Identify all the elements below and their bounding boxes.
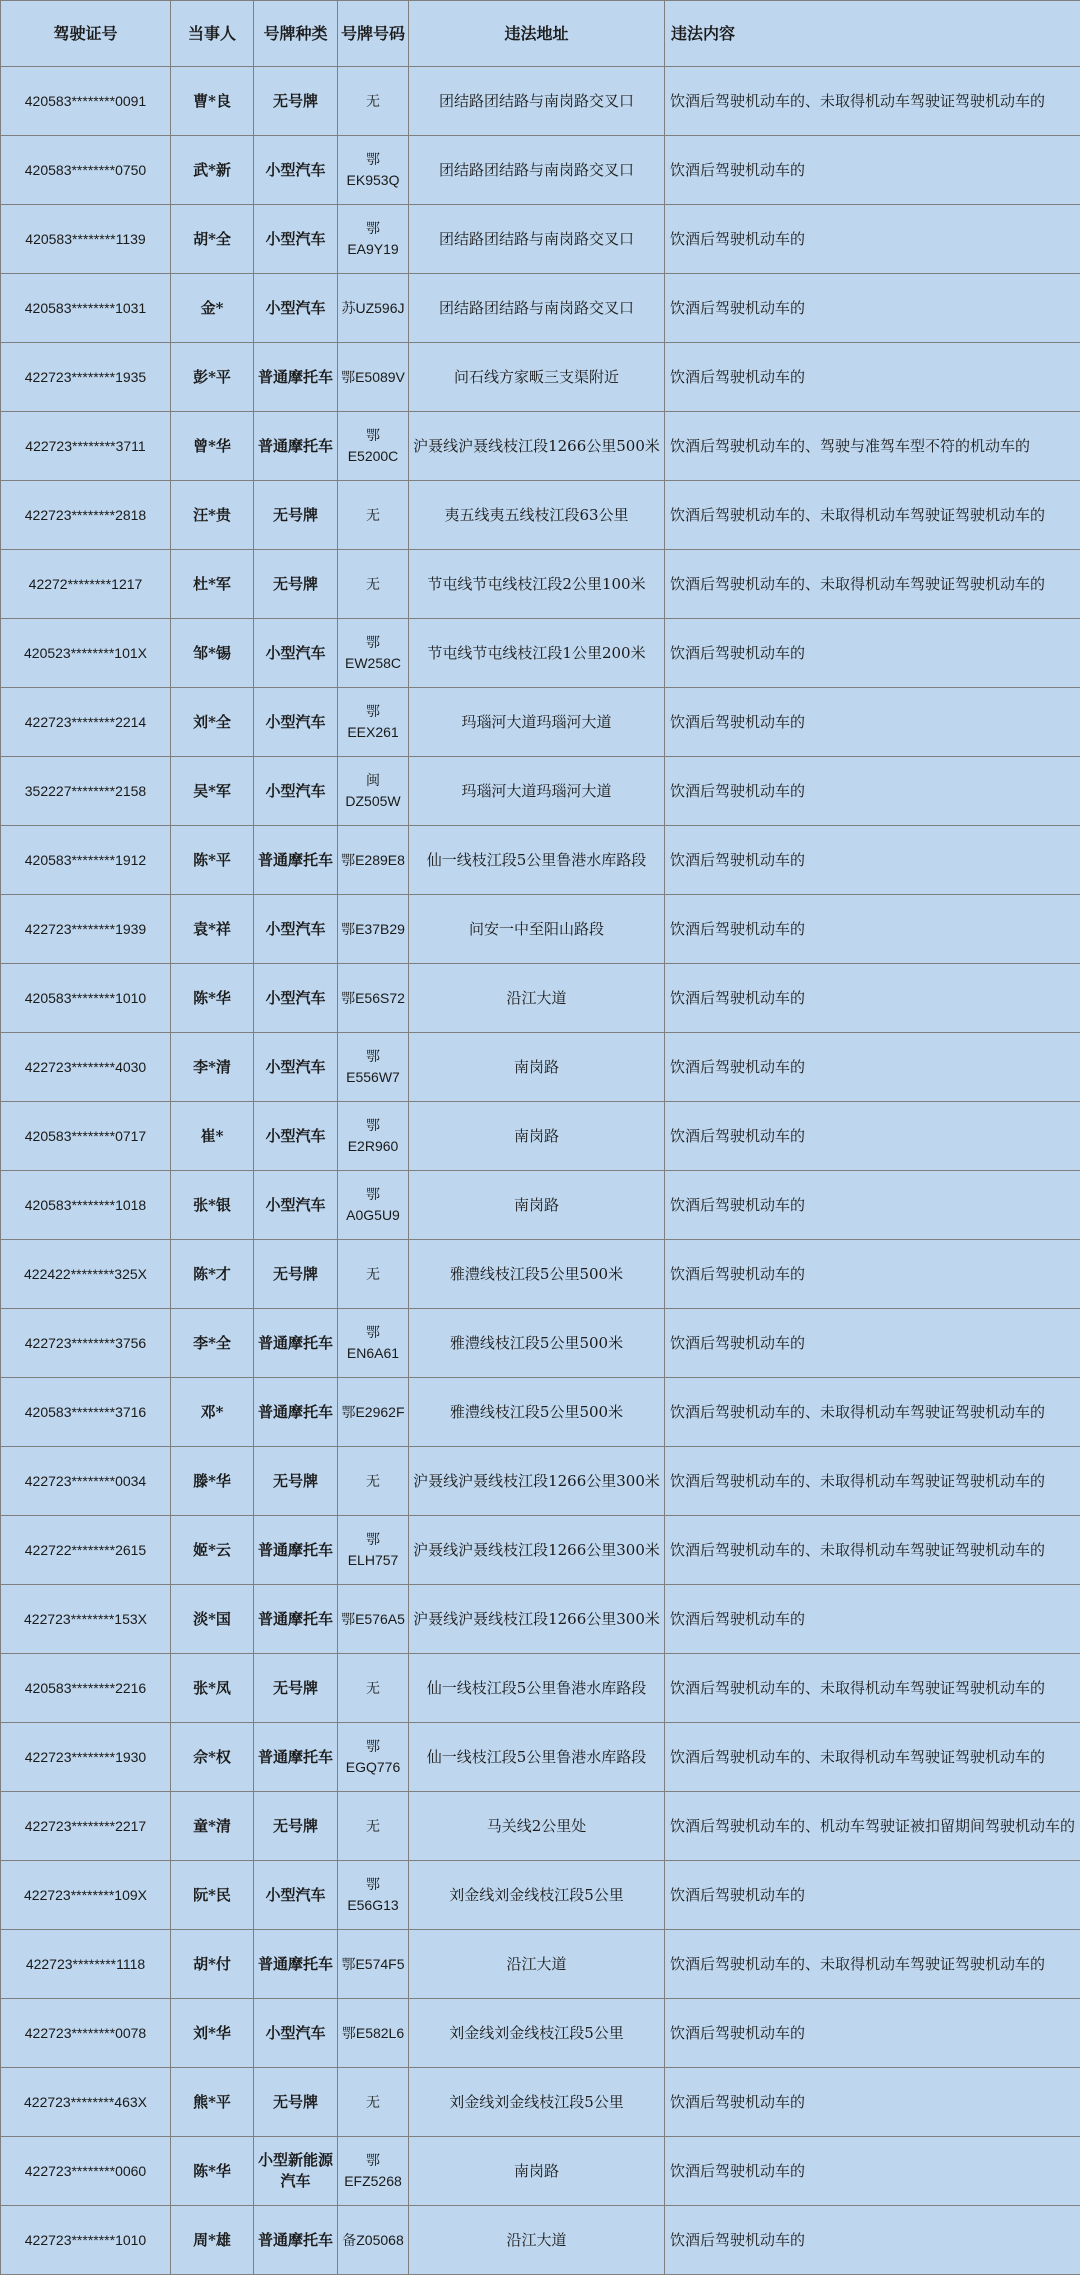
plate-number-cell: 鄂E56S72 <box>338 964 409 1033</box>
table-row <box>1 2206 1080 2275</box>
table-row <box>1 2137 1080 2206</box>
party-name-cell: 李*全 <box>171 1309 254 1378</box>
plate-number-cell: 鄂E556W7 <box>338 1033 409 1102</box>
plate-number-cell: 鄂EGQ776 <box>338 1723 409 1792</box>
plate-type-cell: 小型汽车 <box>254 1033 338 1102</box>
plate-type-cell: 无号牌 <box>254 550 338 619</box>
header-plate-type: 号牌种类 <box>254 1 338 67</box>
license-number-cell: 420583********0717 <box>1 1102 171 1171</box>
violation-address-cell: 南岗路 <box>409 2137 665 2206</box>
violation-content-cell: 饮酒后驾驶机动车的 <box>665 2137 1080 2206</box>
table-row <box>1 2068 1080 2137</box>
plate-number-cell: 无 <box>338 1792 409 1861</box>
violation-content-cell: 饮酒后驾驶机动车的 <box>665 1999 1080 2068</box>
violation-content-cell: 饮酒后驾驶机动车的、未取得机动车驾驶证驾驶机动车的 <box>665 550 1080 619</box>
table-row <box>1 1516 1080 1585</box>
violation-address-cell: 团结路团结路与南岗路交叉口 <box>409 205 665 274</box>
plate-number-cell: 鄂E582L6 <box>338 1999 409 2068</box>
party-name-cell: 袁*祥 <box>171 895 254 964</box>
violation-address-cell: 沪聂线沪聂线枝江段1266公里300米 <box>409 1447 665 1516</box>
party-name-cell: 李*清 <box>171 1033 254 1102</box>
violation-address-cell: 沿江大道 <box>409 2206 665 2275</box>
table-row <box>1 1792 1080 1861</box>
table-row <box>1 964 1080 1033</box>
table-row <box>1 1102 1080 1171</box>
plate-type-cell: 普通摩托车 <box>254 826 338 895</box>
license-number-cell: 422723********1935 <box>1 343 171 412</box>
table-row <box>1 1930 1080 1999</box>
license-number-cell: 422723********1939 <box>1 895 171 964</box>
license-number-cell: 422723********2818 <box>1 481 171 550</box>
violation-content-cell: 饮酒后驾驶机动车的 <box>665 1309 1080 1378</box>
table-row <box>1 895 1080 964</box>
plate-type-cell: 普通摩托车 <box>254 343 338 412</box>
party-name-cell: 邓* <box>171 1378 254 1447</box>
party-name-cell: 姬*云 <box>171 1516 254 1585</box>
violation-address-cell: 团结路团结路与南岗路交叉口 <box>409 136 665 205</box>
table-row <box>1 1447 1080 1516</box>
plate-number-cell: 鄂E56G13 <box>338 1861 409 1930</box>
license-number-cell: 420583********3716 <box>1 1378 171 1447</box>
violation-content-cell: 饮酒后驾驶机动车的、驾驶与准驾车型不符的机动车的 <box>665 412 1080 481</box>
violation-address-cell: 南岗路 <box>409 1171 665 1240</box>
plate-number-cell: 无 <box>338 1447 409 1516</box>
table-row <box>1 1723 1080 1792</box>
violation-address-cell: 沪聂线沪聂线枝江段1266公里300米 <box>409 1516 665 1585</box>
violation-address-cell: 团结路团结路与南岗路交叉口 <box>409 274 665 343</box>
party-name-cell: 陈*平 <box>171 826 254 895</box>
license-number-cell: 422722********2615 <box>1 1516 171 1585</box>
plate-number-cell: 鄂EEX261 <box>338 688 409 757</box>
plate-type-cell: 普通摩托车 <box>254 1585 338 1654</box>
party-name-cell: 陈*华 <box>171 2137 254 2206</box>
plate-type-cell: 小型新能源汽车 <box>254 2137 338 2206</box>
plate-type-cell: 无号牌 <box>254 1447 338 1516</box>
table-row <box>1 205 1080 274</box>
plate-type-cell: 无号牌 <box>254 67 338 136</box>
party-name-cell: 胡*全 <box>171 205 254 274</box>
violation-content-cell: 饮酒后驾驶机动车的、未取得机动车驾驶证驾驶机动车的 <box>665 1378 1080 1447</box>
plate-type-cell: 小型汽车 <box>254 1861 338 1930</box>
table-row <box>1 1171 1080 1240</box>
license-number-cell: 422723********0060 <box>1 2137 171 2206</box>
plate-type-cell: 小型汽车 <box>254 1102 338 1171</box>
violation-content-cell: 饮酒后驾驶机动车的 <box>665 1171 1080 1240</box>
plate-number-cell: 无 <box>338 67 409 136</box>
plate-type-cell: 小型汽车 <box>254 619 338 688</box>
violation-content-cell: 饮酒后驾驶机动车的、未取得机动车驾驶证驾驶机动车的 <box>665 1654 1080 1723</box>
plate-number-cell: 无 <box>338 550 409 619</box>
violation-address-cell: 沪聂线沪聂线枝江段1266公里300米 <box>409 1585 665 1654</box>
license-number-cell: 420583********0750 <box>1 136 171 205</box>
header-row <box>1 1 1080 67</box>
party-name-cell: 刘*全 <box>171 688 254 757</box>
plate-type-cell: 小型汽车 <box>254 1999 338 2068</box>
plate-number-cell: 鄂E5200C <box>338 412 409 481</box>
license-number-cell: 420583********1018 <box>1 1171 171 1240</box>
license-number-cell: 420583********1010 <box>1 964 171 1033</box>
license-number-cell: 422723********3756 <box>1 1309 171 1378</box>
violation-content-cell: 饮酒后驾驶机动车的 <box>665 205 1080 274</box>
party-name-cell: 滕*华 <box>171 1447 254 1516</box>
plate-type-cell: 无号牌 <box>254 1792 338 1861</box>
table-row <box>1 688 1080 757</box>
party-name-cell: 阮*民 <box>171 1861 254 1930</box>
plate-number-cell: 鄂E289E8 <box>338 826 409 895</box>
license-number-cell: 422723********153X <box>1 1585 171 1654</box>
table-row <box>1 1585 1080 1654</box>
violation-address-cell: 雅澧线枝江段5公里500米 <box>409 1240 665 1309</box>
violation-content-cell: 饮酒后驾驶机动车的 <box>665 2206 1080 2275</box>
plate-type-cell: 普通摩托车 <box>254 1723 338 1792</box>
violation-content-cell: 饮酒后驾驶机动车的、未取得机动车驾驶证驾驶机动车的 <box>665 67 1080 136</box>
table-row <box>1 343 1080 412</box>
table-row <box>1 1654 1080 1723</box>
license-number-cell: 422723********463X <box>1 2068 171 2137</box>
violation-content-cell: 饮酒后驾驶机动车的 <box>665 1240 1080 1309</box>
license-number-cell: 420523********101X <box>1 619 171 688</box>
plate-number-cell: 鄂ELH757 <box>338 1516 409 1585</box>
plate-type-cell: 小型汽车 <box>254 205 338 274</box>
violation-address-cell: 玛瑙河大道玛瑙河大道 <box>409 688 665 757</box>
violation-content-cell: 饮酒后驾驶机动车的、未取得机动车驾驶证驾驶机动车的 <box>665 1930 1080 1999</box>
plate-number-cell: 鄂E5089V <box>338 343 409 412</box>
party-name-cell: 刘*华 <box>171 1999 254 2068</box>
table-row <box>1 1378 1080 1447</box>
plate-type-cell: 小型汽车 <box>254 895 338 964</box>
violation-content-cell: 饮酒后驾驶机动车的 <box>665 1585 1080 1654</box>
license-number-cell: 420583********1031 <box>1 274 171 343</box>
table-row <box>1 826 1080 895</box>
plate-type-cell: 小型汽车 <box>254 688 338 757</box>
violation-address-cell: 刘金线刘金线枝江段5公里 <box>409 1861 665 1930</box>
party-name-cell: 淡*国 <box>171 1585 254 1654</box>
plate-number-cell: 鄂E2R960 <box>338 1102 409 1171</box>
party-name-cell: 胡*付 <box>171 1930 254 1999</box>
table-row <box>1 1861 1080 1930</box>
license-number-cell: 422723********0034 <box>1 1447 171 1516</box>
violation-content-cell: 饮酒后驾驶机动车的 <box>665 343 1080 412</box>
plate-number-cell: 闽DZ505W <box>338 757 409 826</box>
violation-content-cell: 饮酒后驾驶机动车的 <box>665 826 1080 895</box>
plate-type-cell: 小型汽车 <box>254 1171 338 1240</box>
plate-number-cell: 苏UZ596J <box>338 274 409 343</box>
plate-number-cell: 鄂EK953Q <box>338 136 409 205</box>
license-number-cell: 352227********2158 <box>1 757 171 826</box>
party-name-cell: 陈*才 <box>171 1240 254 1309</box>
violation-address-cell: 团结路团结路与南岗路交叉口 <box>409 67 665 136</box>
party-name-cell: 张*凤 <box>171 1654 254 1723</box>
party-name-cell: 曾*华 <box>171 412 254 481</box>
violation-address-cell: 马关线2公里处 <box>409 1792 665 1861</box>
party-name-cell: 张*银 <box>171 1171 254 1240</box>
party-name-cell: 崔* <box>171 1102 254 1171</box>
violation-content-cell: 饮酒后驾驶机动车的、未取得机动车驾驶证驾驶机动车的 <box>665 1516 1080 1585</box>
plate-type-cell: 普通摩托车 <box>254 1378 338 1447</box>
table-row <box>1 136 1080 205</box>
violation-address-cell: 玛瑙河大道玛瑙河大道 <box>409 757 665 826</box>
party-name-cell: 金* <box>171 274 254 343</box>
table-row <box>1 757 1080 826</box>
plate-number-cell: 鄂E2962F <box>338 1378 409 1447</box>
violation-content-cell: 饮酒后驾驶机动车的 <box>665 895 1080 964</box>
plate-type-cell: 小型汽车 <box>254 964 338 1033</box>
plate-type-cell: 无号牌 <box>254 1240 338 1309</box>
violation-address-cell: 沪聂线沪聂线枝江段1266公里500米 <box>409 412 665 481</box>
violation-address-cell: 仙一线枝江段5公里鲁港水库路段 <box>409 1654 665 1723</box>
violation-address-cell: 仙一线枝江段5公里鲁港水库路段 <box>409 1723 665 1792</box>
plate-type-cell: 普通摩托车 <box>254 2206 338 2275</box>
header-party: 当事人 <box>171 1 254 67</box>
party-name-cell: 汪*贵 <box>171 481 254 550</box>
plate-type-cell: 普通摩托车 <box>254 1516 338 1585</box>
violation-address-cell: 节屯线节屯线枝江段2公里100米 <box>409 550 665 619</box>
party-name-cell: 童*清 <box>171 1792 254 1861</box>
plate-type-cell: 普通摩托车 <box>254 1930 338 1999</box>
violation-address-cell: 沿江大道 <box>409 1930 665 1999</box>
party-name-cell: 邹*锡 <box>171 619 254 688</box>
violation-content-cell: 饮酒后驾驶机动车的 <box>665 964 1080 1033</box>
violation-address-cell: 南岗路 <box>409 1102 665 1171</box>
plate-type-cell: 无号牌 <box>254 1654 338 1723</box>
plate-type-cell: 普通摩托车 <box>254 412 338 481</box>
party-name-cell: 杜*军 <box>171 550 254 619</box>
license-number-cell: 422723********109X <box>1 1861 171 1930</box>
violation-address-cell: 问石线方家畈三支渠附近 <box>409 343 665 412</box>
violation-address-cell: 夷五线夷五线枝江段63公里 <box>409 481 665 550</box>
plate-number-cell: 无 <box>338 2068 409 2137</box>
header-violation-address: 违法地址 <box>409 1 665 67</box>
violation-address-cell: 仙一线枝江段5公里鲁港水库路段 <box>409 826 665 895</box>
table-row <box>1 481 1080 550</box>
plate-number-cell: 无 <box>338 1654 409 1723</box>
party-name-cell: 熊*平 <box>171 2068 254 2137</box>
license-number-cell: 422723********1930 <box>1 1723 171 1792</box>
violation-content-cell: 饮酒后驾驶机动车的 <box>665 274 1080 343</box>
violation-content-cell: 饮酒后驾驶机动车的、机动车驾驶证被扣留期间驾驶机动车的 <box>665 1792 1080 1861</box>
license-number-cell: 422723********1010 <box>1 2206 171 2275</box>
violation-content-cell: 饮酒后驾驶机动车的、未取得机动车驾驶证驾驶机动车的 <box>665 1447 1080 1516</box>
party-name-cell: 陈*华 <box>171 964 254 1033</box>
violation-content-cell: 饮酒后驾驶机动车的 <box>665 1102 1080 1171</box>
violation-content-cell: 饮酒后驾驶机动车的 <box>665 1033 1080 1102</box>
plate-type-cell: 无号牌 <box>254 2068 338 2137</box>
license-number-cell: 420583********1912 <box>1 826 171 895</box>
violation-content-cell: 饮酒后驾驶机动车的 <box>665 1861 1080 1930</box>
license-number-cell: 42272********1217 <box>1 550 171 619</box>
license-number-cell: 422723********4030 <box>1 1033 171 1102</box>
violation-address-cell: 节屯线节屯线枝江段1公里200米 <box>409 619 665 688</box>
plate-type-cell: 小型汽车 <box>254 757 338 826</box>
violation-address-cell: 刘金线刘金线枝江段5公里 <box>409 2068 665 2137</box>
table-row <box>1 274 1080 343</box>
table-row <box>1 1240 1080 1309</box>
plate-number-cell: 鄂EW258C <box>338 619 409 688</box>
table-row <box>1 619 1080 688</box>
license-number-cell: 420583********2216 <box>1 1654 171 1723</box>
plate-number-cell: 鄂EA9Y19 <box>338 205 409 274</box>
party-name-cell: 周*雄 <box>171 2206 254 2275</box>
license-number-cell: 422723********2217 <box>1 1792 171 1861</box>
violation-content-cell: 饮酒后驾驶机动车的、未取得机动车驾驶证驾驶机动车的 <box>665 1723 1080 1792</box>
table-body <box>1 67 1080 2275</box>
violation-content-cell: 饮酒后驾驶机动车的、未取得机动车驾驶证驾驶机动车的 <box>665 481 1080 550</box>
plate-number-cell: 鄂EN6A61 <box>338 1309 409 1378</box>
party-name-cell: 曹*良 <box>171 67 254 136</box>
party-name-cell: 佘*权 <box>171 1723 254 1792</box>
license-number-cell: 422723********1118 <box>1 1930 171 1999</box>
license-number-cell: 422723********2214 <box>1 688 171 757</box>
license-number-cell: 420583********0091 <box>1 67 171 136</box>
plate-type-cell: 普通摩托车 <box>254 1309 338 1378</box>
violation-content-cell: 饮酒后驾驶机动车的 <box>665 136 1080 205</box>
plate-number-cell: 备Z05068 <box>338 2206 409 2275</box>
plate-type-cell: 小型汽车 <box>254 136 338 205</box>
plate-number-cell: 鄂E574F5 <box>338 1930 409 1999</box>
table-row <box>1 1309 1080 1378</box>
party-name-cell: 彭*平 <box>171 343 254 412</box>
license-number-cell: 422723********0078 <box>1 1999 171 2068</box>
plate-type-cell: 无号牌 <box>254 481 338 550</box>
header-violation-content: 违法内容 <box>665 1 1080 67</box>
violation-address-cell: 雅澧线枝江段5公里500米 <box>409 1378 665 1447</box>
violation-address-cell: 问安一中至阳山路段 <box>409 895 665 964</box>
header-license-number: 驾驶证号 <box>1 1 171 67</box>
plate-number-cell: 无 <box>338 481 409 550</box>
table-row <box>1 1033 1080 1102</box>
plate-number-cell: 鄂A0G5U9 <box>338 1171 409 1240</box>
plate-number-cell: 鄂E37B29 <box>338 895 409 964</box>
plate-type-cell: 小型汽车 <box>254 274 338 343</box>
table-row <box>1 550 1080 619</box>
table-row <box>1 67 1080 136</box>
plate-number-cell: 无 <box>338 1240 409 1309</box>
header-plate-number: 号牌号码 <box>338 1 409 67</box>
table-row <box>1 1999 1080 2068</box>
violation-content-cell: 饮酒后驾驶机动车的 <box>665 757 1080 826</box>
plate-number-cell: 鄂EFZ5268 <box>338 2137 409 2206</box>
violation-address-cell: 雅澧线枝江段5公里500米 <box>409 1309 665 1378</box>
violation-content-cell: 饮酒后驾驶机动车的 <box>665 619 1080 688</box>
license-number-cell: 422422********325X <box>1 1240 171 1309</box>
violation-address-cell: 沿江大道 <box>409 964 665 1033</box>
license-number-cell: 420583********1139 <box>1 205 171 274</box>
party-name-cell: 吴*军 <box>171 757 254 826</box>
party-name-cell: 武*新 <box>171 136 254 205</box>
table-row <box>1 412 1080 481</box>
violation-address-cell: 刘金线刘金线枝江段5公里 <box>409 1999 665 2068</box>
violation-address-cell: 南岗路 <box>409 1033 665 1102</box>
violation-content-cell: 饮酒后驾驶机动车的 <box>665 2068 1080 2137</box>
plate-number-cell: 鄂E576A5 <box>338 1585 409 1654</box>
violation-content-cell: 饮酒后驾驶机动车的 <box>665 688 1080 757</box>
license-number-cell: 422723********3711 <box>1 412 171 481</box>
